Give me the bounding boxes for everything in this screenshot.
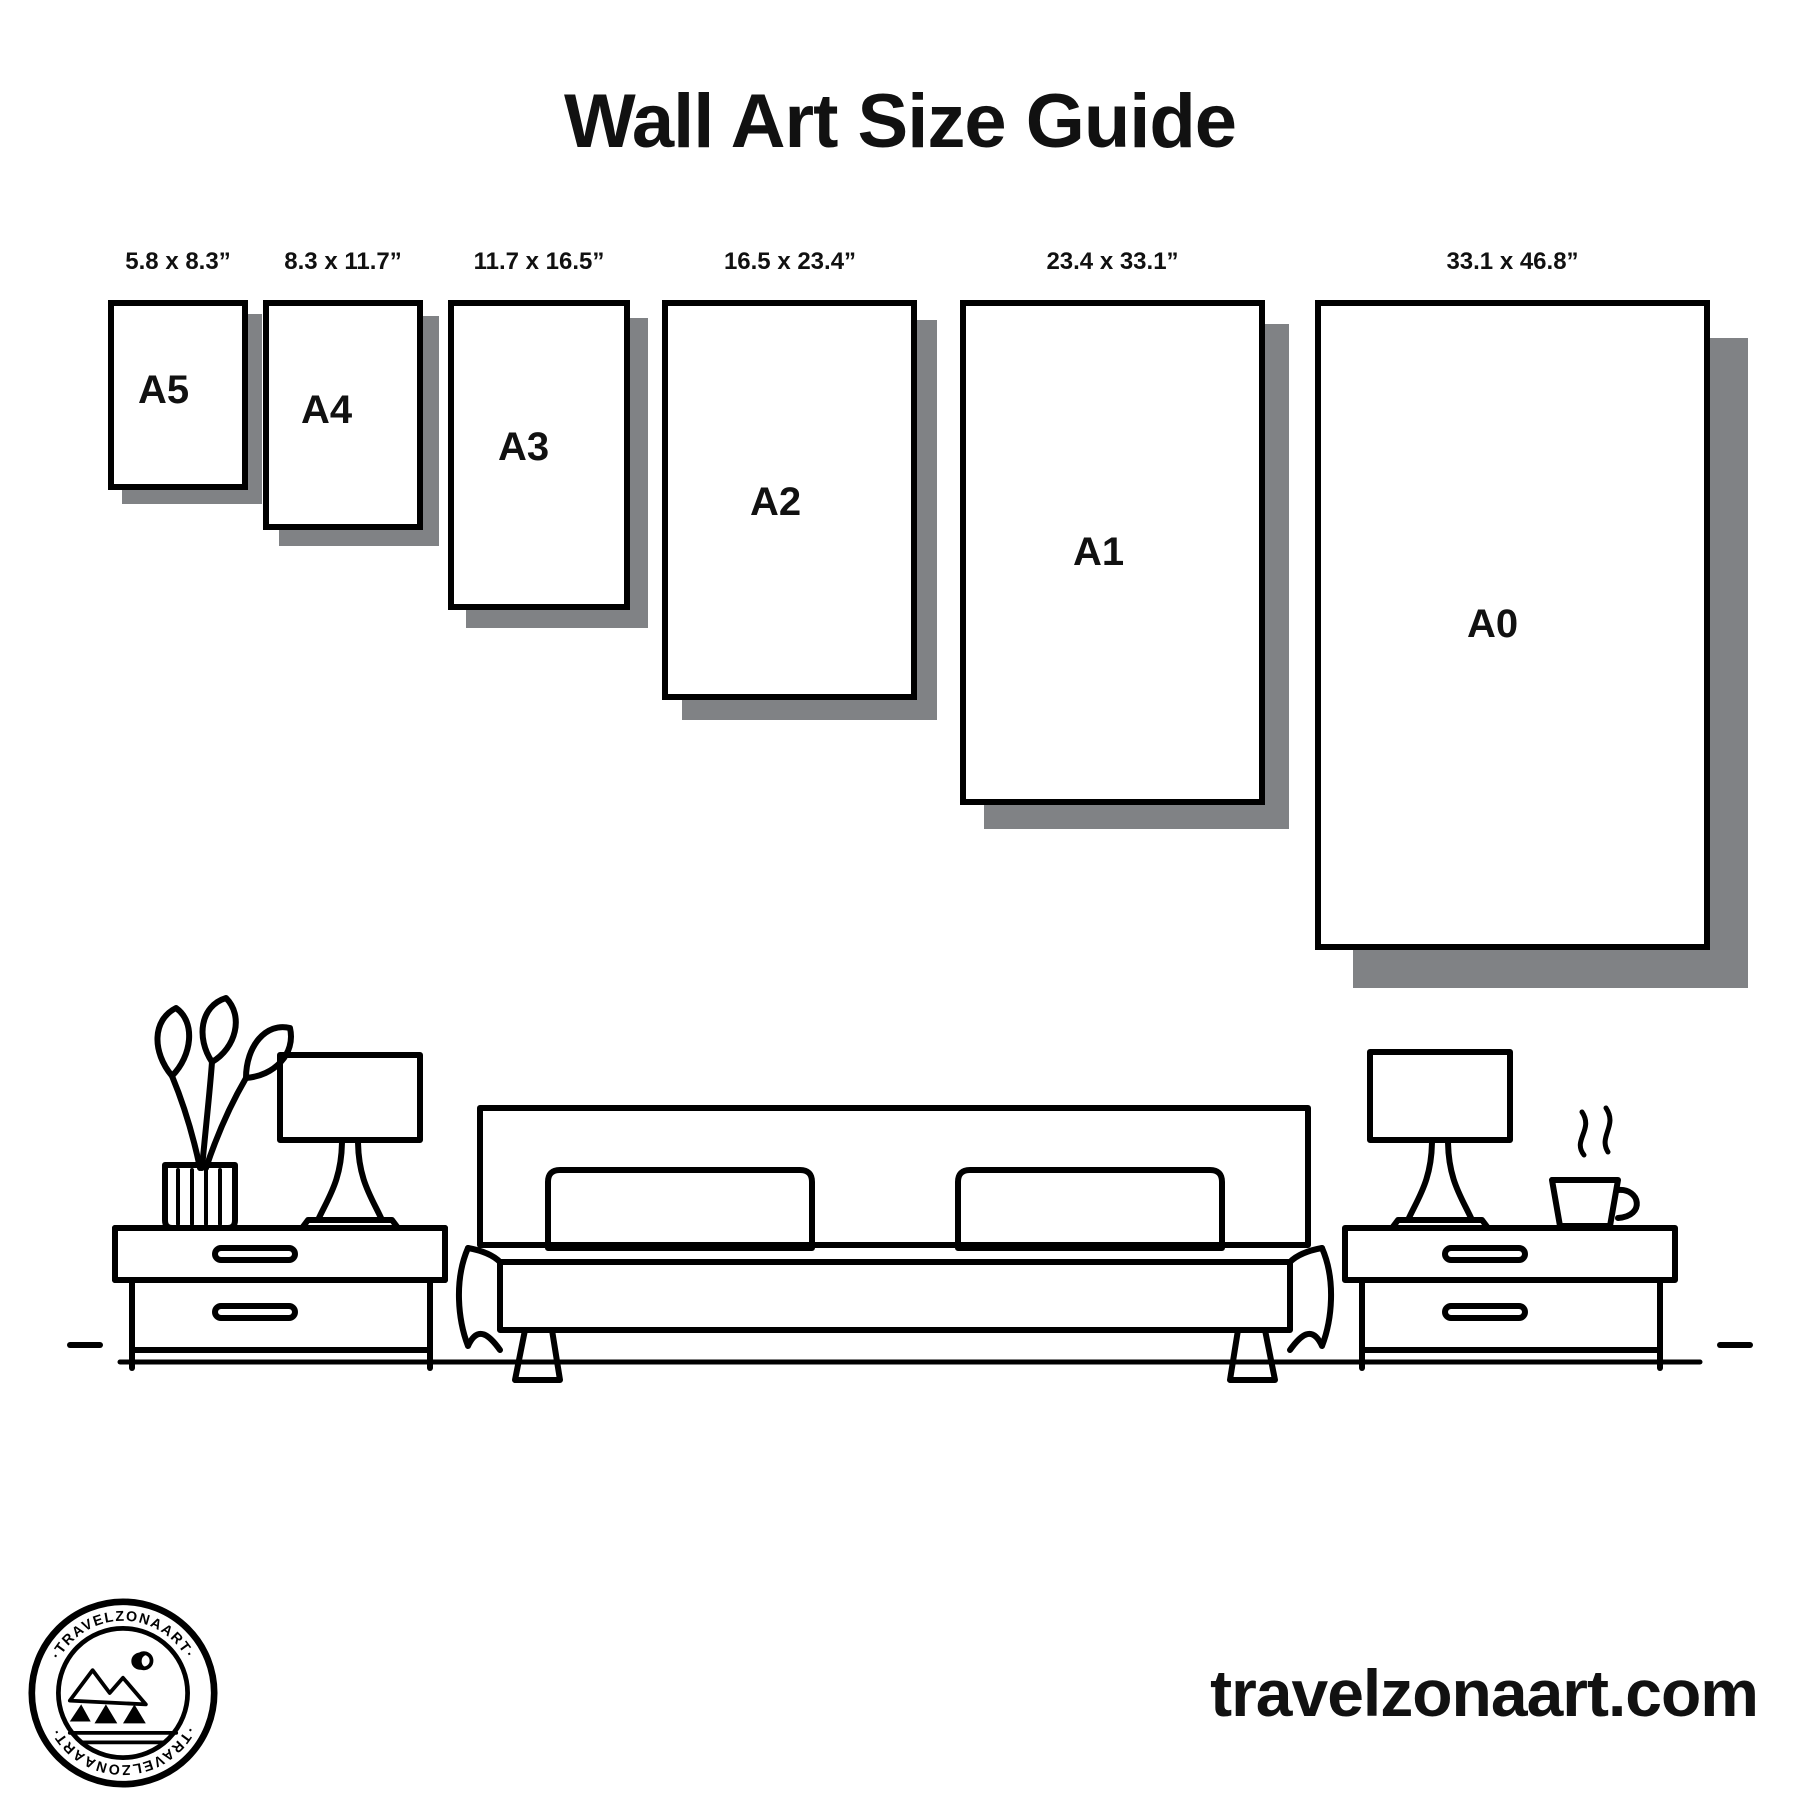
- frame-label-a0: A0: [1467, 602, 1519, 646]
- frame-label-a3: A3: [498, 425, 550, 469]
- frame-label-a2: A2: [750, 480, 802, 524]
- frame-group-a4[interactable]: [263, 248, 423, 530]
- coffee-cup: [1552, 1108, 1637, 1226]
- bed-leg-right: [1230, 1330, 1275, 1380]
- right-nightstand: [1345, 1228, 1675, 1368]
- page-title: Wall Art Size Guide: [563, 79, 1237, 164]
- brand-logo[interactable]: [28, 1598, 218, 1788]
- frame-group-a3[interactable]: [448, 248, 630, 610]
- right-table-lamp: [1370, 1052, 1510, 1228]
- frame-dims-a0: 33.1 x 46.8”: [1446, 248, 1579, 275]
- pillow-right: [958, 1170, 1222, 1248]
- bed: [459, 1108, 1331, 1380]
- frame-dims-a4: 8.3 x 11.7”: [284, 248, 402, 275]
- drawer-handle-lower-right: [1445, 1306, 1525, 1318]
- plant-vase: [157, 998, 291, 1228]
- frame-dims-a1: 23.4 x 33.1”: [1046, 248, 1179, 275]
- website-url[interactable]: travelzonaart.com: [1210, 1656, 1758, 1730]
- frame-group-a5[interactable]: [108, 248, 248, 490]
- logo-text-bottom: ·TRAVELZONAART·: [48, 1724, 198, 1778]
- frame-dims-a3: 11.7 x 16.5”: [473, 248, 605, 275]
- pillow-left: [548, 1170, 812, 1248]
- frame-label-a1: A1: [1073, 530, 1125, 574]
- frame-label-a5: A5: [138, 368, 190, 412]
- left-table-lamp: [280, 1055, 420, 1228]
- bedroom-scene: [60, 980, 1760, 1400]
- frame-label-a4: A4: [301, 388, 353, 432]
- frame-dims-a5: 5.8 x 8.3”: [125, 248, 231, 275]
- left-nightstand: [115, 1228, 445, 1368]
- bed-leg-left: [515, 1330, 560, 1380]
- frame-group-a1[interactable]: [960, 248, 1265, 805]
- logo-text-top: ·TRAVELZONAART·: [48, 1608, 198, 1662]
- logo-landscape-icon: [70, 1653, 176, 1743]
- frame-group-a2[interactable]: [662, 248, 917, 700]
- drawer-handle-upper-right: [1445, 1248, 1525, 1260]
- frame-dims-a2: 16.5 x 23.4”: [723, 248, 857, 275]
- frame-group-a0[interactable]: [1315, 248, 1710, 950]
- drawer-handle-lower-left: [215, 1306, 295, 1318]
- drawer-handle-upper-left: [215, 1248, 295, 1260]
